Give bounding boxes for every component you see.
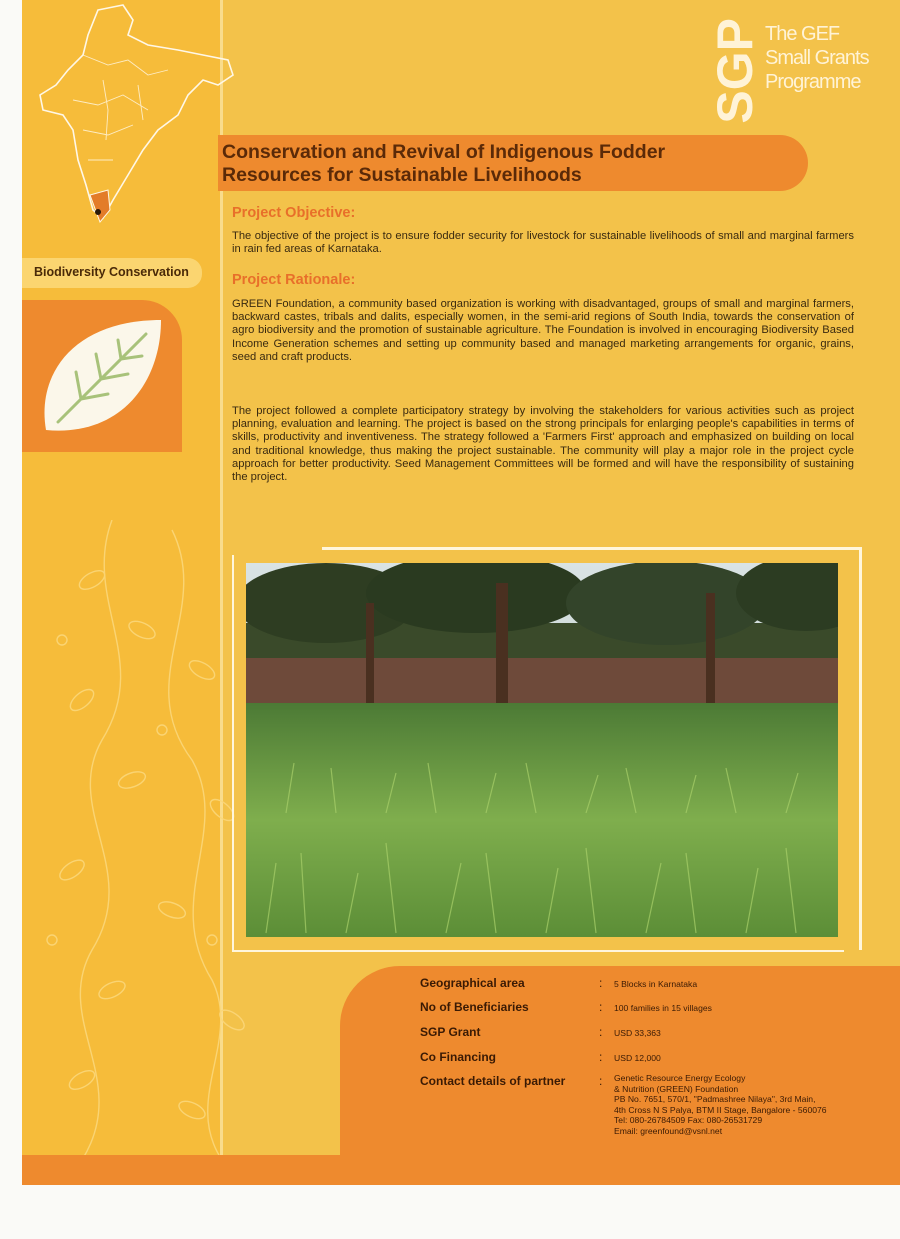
contact-details — [614, 1073, 827, 1137]
detail-value: 100 families in 15 villages — [614, 1003, 712, 1013]
bottom-strip — [22, 1155, 900, 1185]
detail-colon: : — [599, 1000, 603, 1014]
detail-value: USD 33,363 — [614, 1028, 661, 1038]
detail-colon: : — [599, 1025, 603, 1039]
rationale-paragraph: The project followed a complete participatory strategy by involving the stakeholders for various activities such as project planning, evaluation and learning. The project is based on the strong principals for enlarging people's capabilities in terms of skills, productivity and inventiveness. The strategy followed a 'Farmers First' approach and emphasized on building on local and traditional knowledge, thus making the project sustainable. The community will play a major role in the project cycle approach for better productivity. Seed Management Committees will be formed and will have the responsibility of sustaining the project. — [232, 405, 854, 484]
title-line: Resources for Sustainable Livelihoods — [222, 164, 582, 186]
contact-line: Genetic Resource Energy Ecology — [614, 1073, 746, 1083]
rationale-paragraph: GREEN Foundation, a community based organization is working with disadvantaged, groups of small and marginal farmers, backward castes, tribals and dalits, especially women, in the semi-arid regions of South India, towards the conservation of agro biodiversity and the promotion of sustainable agriculture. The Foundation is involved in encouraging Biodiversity Based Income Generation schemes and setting up community based and managed marketing arrangements for organic, grains, seed and craft products. — [232, 298, 854, 363]
detail-value: USD 12,000 — [614, 1053, 661, 1063]
detail-value: 5 Blocks in Karnataka — [614, 979, 698, 989]
page-title — [222, 141, 782, 187]
sgp-logo-text — [765, 22, 869, 94]
contact-line: Email: greenfound@vsnl.net — [614, 1125, 723, 1136]
sgp-logo-line: The GEF — [765, 23, 840, 45]
detail-label: No of Beneficiaries — [420, 1000, 529, 1014]
objective-heading: Project Objective: — [232, 205, 356, 221]
detail-colon: : — [599, 1074, 603, 1088]
detail-label: Contact details of partner — [420, 1074, 566, 1088]
sgp-logo-line: Small Grants — [765, 47, 869, 69]
category-label: Biodiversity Conservation — [34, 265, 189, 279]
sgp-logo-line: Programme — [765, 71, 861, 93]
rationale-heading: Project Rationale: — [232, 272, 356, 288]
detail-label: Co Financing — [420, 1050, 496, 1064]
title-line: Conservation and Revival of Indigenous Fodder — [222, 141, 666, 163]
contact-line: 4th Cross N S Palya, BTM II Stage, Bangalore - 560076 — [614, 1104, 827, 1115]
contact-line: Tel: 080-26784509 Fax: 080-26531729 — [614, 1115, 763, 1126]
india-map-icon — [28, 0, 238, 230]
contact-line: & Nutrition (GREEN) Foundation — [614, 1083, 739, 1094]
detail-label: Geographical area — [420, 976, 525, 990]
leaf-icon — [36, 312, 166, 438]
contact-line: PB No. 7651, 570/1, "Padmashree Nilaya", 3rd Main, — [614, 1094, 816, 1105]
brochure-page — [22, 0, 900, 1185]
detail-colon: : — [599, 1050, 603, 1064]
field-photo — [246, 563, 838, 937]
sgp-logo — [707, 18, 870, 124]
detail-colon: : — [599, 976, 603, 990]
objective-text: The objective of the project is to ensure fodder security for livestock for sustainable livelihoods of small and marginal farmers in rain fed areas of Karnataka. — [232, 230, 854, 256]
sgp-logo-letters: SGP — [707, 18, 763, 124]
detail-label: SGP Grant — [420, 1025, 481, 1039]
